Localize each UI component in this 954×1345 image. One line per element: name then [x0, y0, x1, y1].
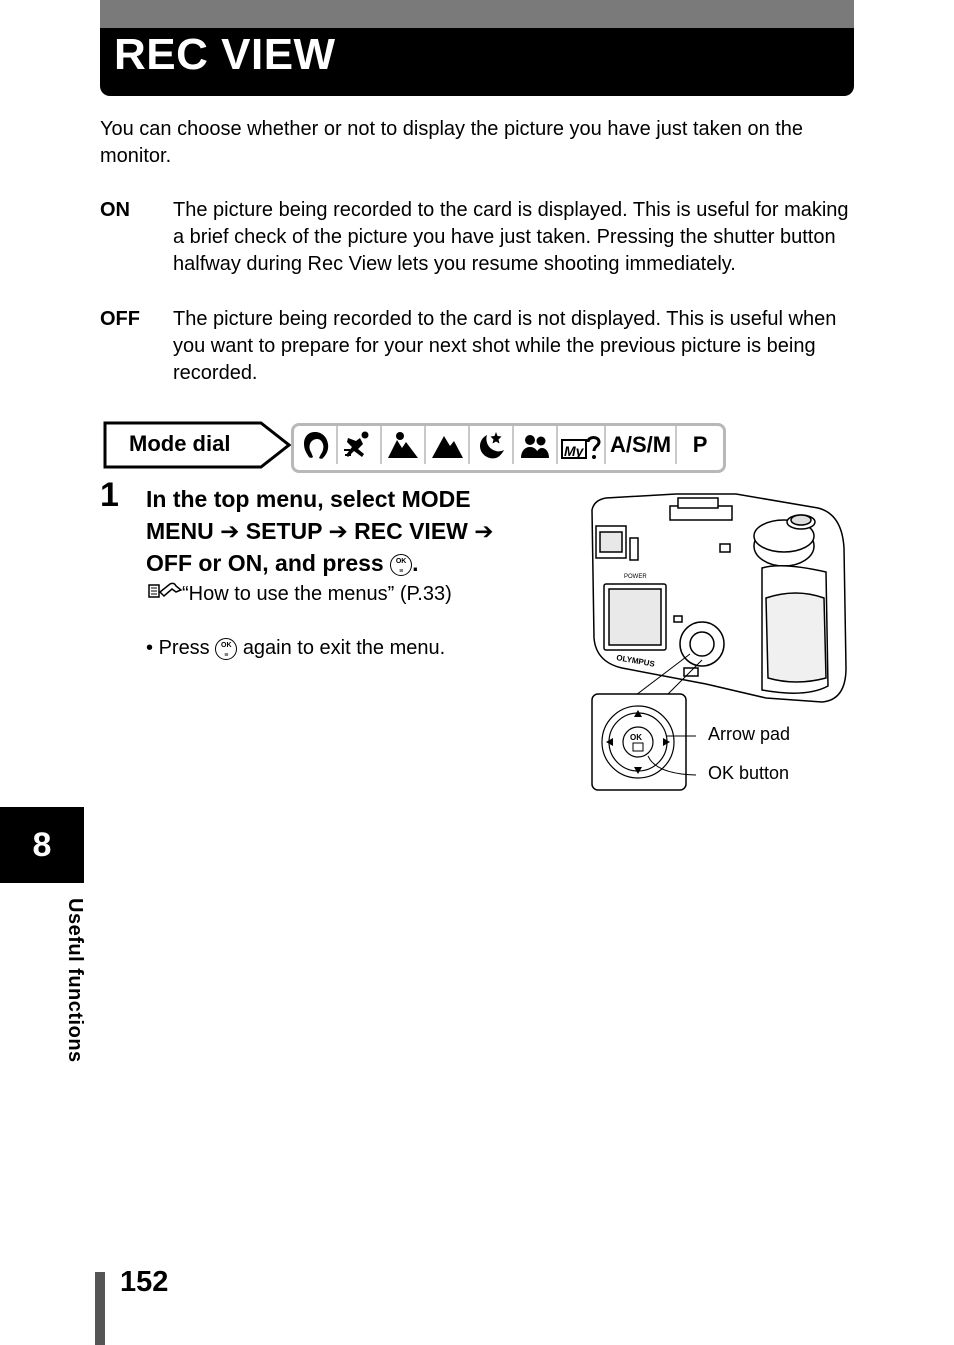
sport-icon — [338, 426, 382, 464]
ok-button-icon: OK ≡ — [215, 638, 237, 660]
intro-paragraph: You can choose whether or not to display the picture you have just taken on the monitor. — [100, 118, 804, 167]
option-description: The picture being recorded to the card is not displayed. This is useful when you want to prepare for your next shot while the previous picture is being recorded. — [173, 308, 837, 384]
step-instruction — [146, 483, 556, 579]
option-off — [100, 306, 860, 387]
p-mode: P — [692, 432, 708, 457]
page-number: 152 — [120, 1266, 169, 1298]
arrow-pad-label: Arrow pad — [708, 724, 791, 744]
page-title: REC VIEW — [114, 30, 336, 79]
arrow-right-icon: ➔ — [328, 518, 348, 544]
mode-dial-text: Mode dial — [129, 431, 231, 456]
bullet-note: • Press OK ≡ again to exit the menu. — [146, 637, 446, 659]
title-bar — [100, 0, 854, 96]
night-scene-icon — [470, 426, 514, 464]
camera-power-text: POWER — [624, 574, 647, 580]
reference-note — [148, 580, 452, 606]
mode-dial-label — [103, 421, 289, 469]
inset-ok-text: OK — [630, 733, 642, 742]
step-period: . — [412, 550, 419, 576]
step-setup: SETUP — [245, 518, 323, 544]
option-on — [100, 197, 860, 278]
mode-dial-row — [103, 421, 723, 471]
step-number: 1 — [100, 476, 119, 514]
reference-book-icon — [148, 580, 182, 606]
ok-button-label: OK button — [708, 763, 790, 783]
bullet-press: Press — [158, 637, 210, 659]
chapter-tab: 8 — [0, 807, 84, 883]
mode-icons — [291, 423, 726, 473]
page-number-bar — [95, 1272, 105, 1345]
bullet-rest: again to exit the menu. — [242, 637, 446, 659]
chapter-name: Useful functions — [64, 898, 86, 1063]
self-portrait-icon — [514, 426, 558, 464]
option-description: The picture being recorded to the card is displayed. This is useful for making a brief check of the picture you have just taken. Pressing the shutter button halfway during Rec View lets you resume shooting immediately. — [173, 199, 849, 275]
option-key: ON — [100, 199, 130, 221]
arrow-right-icon: ➔ — [474, 518, 494, 544]
option-key: OFF — [100, 308, 140, 330]
camera-brand-text: OLYMPUS — [615, 653, 656, 669]
landscape-portrait-icon — [382, 426, 426, 464]
asm-mode: A/S/M — [606, 426, 677, 464]
ok-button-icon: OK ≡ — [390, 554, 412, 576]
step-menu: MENU — [146, 518, 214, 544]
title-strip — [100, 0, 854, 28]
arrow-right-icon: ➔ — [220, 518, 240, 544]
camera-illustration — [586, 488, 850, 798]
step-line-1: In the top menu, select MODE — [146, 486, 471, 512]
my-mode-icon — [558, 426, 606, 464]
reference-text: “How to use the menus” (P.33) — [182, 583, 452, 605]
svg-text:My: My — [564, 443, 584, 459]
step-rec-view: REC VIEW — [354, 518, 468, 544]
landscape-icon — [426, 426, 470, 464]
step-line-3: OFF or ON, and press — [146, 550, 384, 576]
portrait-icon — [294, 426, 338, 464]
